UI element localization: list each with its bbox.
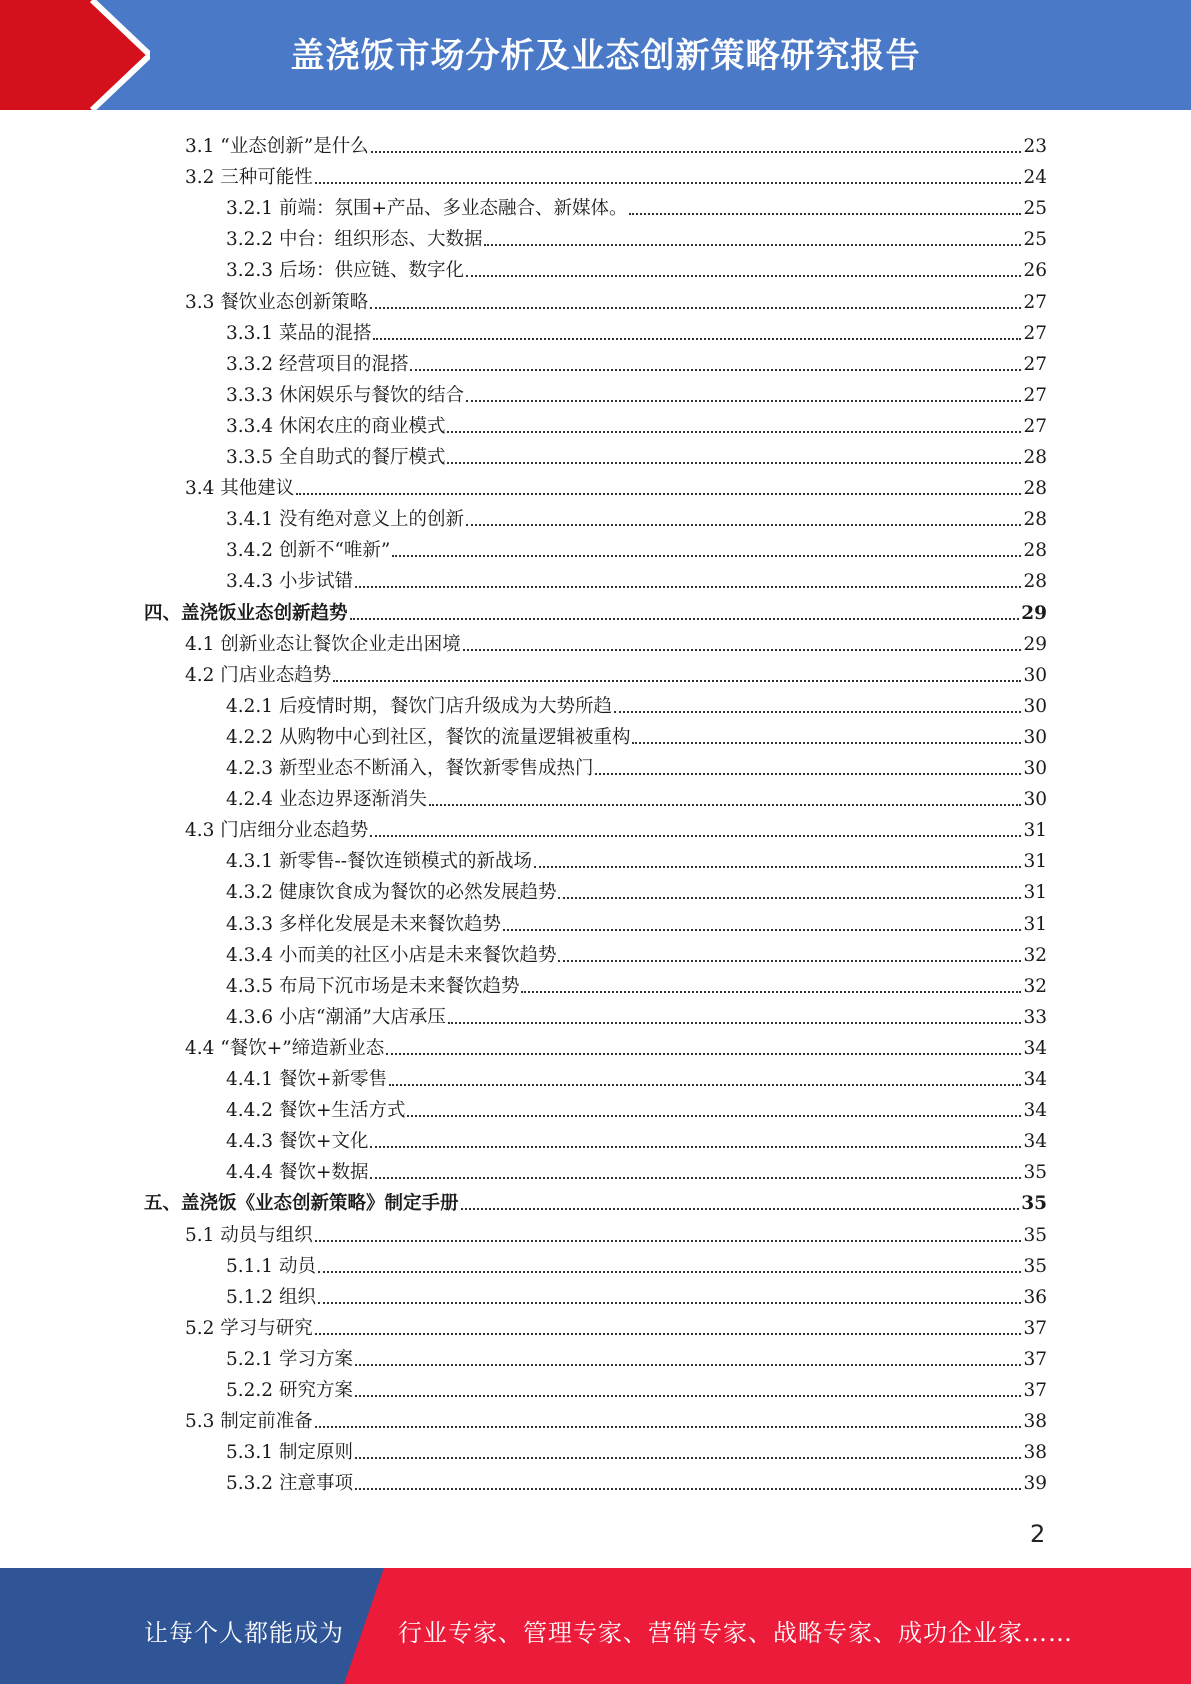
toc-entry-title: 4.2.4 业态边界逐渐消失 bbox=[226, 789, 427, 811]
toc-entry-title: 3.3.5 全自助式的餐厅模式 bbox=[226, 447, 446, 468]
toc-entry-page: 35 bbox=[1023, 1255, 1047, 1277]
page-number: 2 bbox=[1030, 1520, 1046, 1548]
toc-dot-leader bbox=[466, 400, 1021, 402]
toc-entry-page: 27 bbox=[1023, 291, 1047, 313]
toc-entry-title: 3.3 餐饮业态创新策略 bbox=[185, 291, 369, 313]
toc-dot-leader bbox=[373, 338, 1021, 340]
toc-dot-leader bbox=[355, 586, 1022, 588]
toc-dot-leader bbox=[503, 929, 1021, 931]
toc-entry[interactable] bbox=[185, 128, 1047, 159]
report-title: 盖浇饭市场分析及业态创新策略研究报告 bbox=[290, 36, 921, 76]
toc-entry[interactable] bbox=[185, 1310, 1047, 1341]
toc-entry-title: 5.1 动员与组织 bbox=[185, 1224, 313, 1246]
toc-entry[interactable] bbox=[226, 1092, 1047, 1123]
toc-entry-title: 4.3.3 多样化发展是未来餐饮趋势 bbox=[226, 913, 501, 935]
toc-dot-leader bbox=[315, 1240, 1022, 1242]
toc-entry-page: 28 bbox=[1023, 509, 1047, 531]
toc-entry-title: 5.2.2 研究方案 bbox=[226, 1380, 353, 1401]
toc-entry-title: 4.3.2 健康饮食成为餐饮的必然发展趋势 bbox=[226, 882, 557, 904]
toc-entry-page: 27 bbox=[1023, 353, 1047, 375]
toc-entry[interactable] bbox=[185, 284, 1047, 315]
toc-entry-page: 35 bbox=[1023, 1224, 1047, 1246]
toc-entry[interactable] bbox=[226, 1061, 1047, 1092]
toc-entry-page: 39 bbox=[1023, 1473, 1047, 1495]
toc-dot-leader bbox=[463, 649, 1022, 651]
toc-dot-leader bbox=[448, 1022, 1022, 1024]
toc-entry-page: 37 bbox=[1023, 1380, 1047, 1401]
toc-entry-page: 29 bbox=[1023, 633, 1047, 655]
toc-entry-page: 24 bbox=[1023, 167, 1047, 189]
toc-entry[interactable] bbox=[226, 1279, 1047, 1310]
toc-entry-title: 4.4.1 餐饮+新零售 bbox=[226, 1069, 387, 1090]
toc-entry-page: 34 bbox=[1023, 1100, 1047, 1122]
toc-entry[interactable] bbox=[226, 1248, 1047, 1279]
toc-entry[interactable] bbox=[226, 190, 1047, 221]
toc-dot-leader bbox=[410, 369, 1021, 371]
toc-dot-leader bbox=[370, 1146, 1021, 1148]
toc-entry-title: 4.3.1 新零售--餐饮连锁模式的新战场 bbox=[226, 851, 532, 873]
toc-entry[interactable] bbox=[226, 937, 1047, 968]
toc-entry-page: 31 bbox=[1023, 882, 1047, 904]
toc-entry-page: 23 bbox=[1023, 136, 1047, 157]
toc-entry-page: 30 bbox=[1023, 695, 1047, 717]
toc-entry-title: 3.2.2 中台：组织形态、大数据 bbox=[226, 229, 483, 251]
toc-dot-leader bbox=[595, 773, 1021, 775]
toc-dot-leader bbox=[315, 1426, 1022, 1428]
toc-entry-title: 3.4.2 创新不“唯新” bbox=[226, 540, 391, 562]
toc-entry[interactable] bbox=[226, 1154, 1047, 1185]
toc-dot-leader bbox=[355, 1364, 1022, 1366]
toc-entry[interactable] bbox=[226, 315, 1047, 346]
toc-entry-title: 5.2 学习与研究 bbox=[185, 1317, 313, 1339]
toc-entry[interactable] bbox=[226, 843, 1047, 874]
toc-dot-leader bbox=[355, 1395, 1022, 1397]
toc-entry-page: 34 bbox=[1023, 1037, 1047, 1059]
toc-entry-title: 3.2.3 后场：供应链、数字化 bbox=[226, 260, 464, 282]
toc-entry[interactable] bbox=[226, 532, 1047, 563]
toc-entry-page: 30 bbox=[1023, 726, 1047, 748]
toc-entry-title: 3.4.1 没有绝对意义上的创新 bbox=[226, 509, 464, 531]
toc-entry[interactable] bbox=[226, 252, 1047, 283]
toc-dot-leader bbox=[447, 431, 1021, 433]
toc-entry-title: 4.4.3 餐饮+文化 bbox=[226, 1131, 369, 1153]
toc-entry[interactable] bbox=[185, 1030, 1047, 1061]
toc-entry[interactable] bbox=[226, 439, 1047, 470]
toc-entry[interactable] bbox=[226, 408, 1047, 439]
toc-entry-page: 38 bbox=[1023, 1442, 1047, 1464]
toc-entry-title: 4.3.6 小店“潮涌”大店承压 bbox=[226, 1006, 446, 1028]
toc-dot-leader bbox=[484, 244, 1021, 246]
toc-entry-page: 28 bbox=[1023, 540, 1047, 562]
toc-entry-title: 3.3.2 经营项目的混搭 bbox=[226, 353, 409, 375]
toc-dot-leader bbox=[386, 1053, 1021, 1055]
toc-entry-title: 3.4 其他建议 bbox=[185, 478, 295, 500]
toc-entry-page: 36 bbox=[1023, 1286, 1047, 1308]
toc-entry[interactable] bbox=[226, 501, 1047, 532]
footer-slogan-left: 让每个人都能成为 bbox=[144, 1619, 344, 1647]
toc-entry-title: 4.4.2 餐饮+生活方式 bbox=[226, 1100, 406, 1122]
toc-dot-leader bbox=[315, 182, 1022, 184]
toc-entry-title: 4.3.5 布局下沉市场是未来餐饮趋势 bbox=[226, 975, 520, 997]
toc-dot-leader bbox=[355, 1488, 1022, 1490]
footer-slogan-right: 行业专家、管理专家、营销专家、战略专家、成功企业家…… bbox=[398, 1619, 1073, 1647]
toc-entry-title: 5.3 制定前准备 bbox=[185, 1411, 313, 1433]
toc-entry[interactable] bbox=[226, 719, 1047, 750]
toc-entry-title: 3.4.3 小步试错 bbox=[226, 571, 353, 593]
toc-entry-page: 34 bbox=[1023, 1131, 1047, 1153]
toc-dot-leader bbox=[614, 711, 1021, 713]
toc-entry[interactable] bbox=[226, 781, 1047, 812]
toc-dot-leader bbox=[389, 1084, 1021, 1086]
toc-entry-title: 4.2.3 新型业态不断涌入，餐饮新零售成热门 bbox=[226, 758, 594, 779]
toc-entry-page: 27 bbox=[1023, 384, 1047, 406]
toc-entry-title: 5.3.2 注意事项 bbox=[226, 1473, 353, 1495]
toc-dot-leader bbox=[632, 742, 1021, 744]
toc-entry-page: 33 bbox=[1023, 1006, 1047, 1028]
toc-entry-title: 3.3.4 休闲农庄的商业模式 bbox=[226, 415, 446, 437]
toc-entry-title: 4.4 “餐饮+”缔造新业态 bbox=[185, 1037, 385, 1059]
toc-entry-title: 3.3.1 菜品的混搭 bbox=[226, 322, 372, 344]
toc-entry-page: 30 bbox=[1023, 664, 1047, 686]
toc-entry[interactable] bbox=[226, 346, 1047, 377]
toc-dot-leader bbox=[429, 804, 1021, 806]
toc-dot-leader bbox=[407, 1115, 1021, 1117]
toc-entry-page: 27 bbox=[1023, 415, 1047, 437]
toc-entry-page: 26 bbox=[1023, 260, 1047, 282]
toc-dot-leader bbox=[333, 680, 1021, 682]
toc-entry-title: 4.4.4 餐饮+数据 bbox=[226, 1162, 369, 1184]
toc-dot-leader bbox=[629, 213, 1021, 215]
toc-entry[interactable] bbox=[226, 968, 1047, 999]
toc-entry-title: 3.1 “业态创新”是什么 bbox=[185, 136, 369, 157]
toc-entry[interactable] bbox=[185, 1217, 1047, 1248]
toc-entry-page: 37 bbox=[1023, 1317, 1047, 1339]
toc-entry[interactable] bbox=[226, 1434, 1047, 1465]
toc-entry[interactable] bbox=[226, 906, 1047, 937]
toc-dot-leader bbox=[521, 991, 1021, 993]
toc-dot-leader bbox=[370, 1177, 1021, 1179]
toc-entry-page: 30 bbox=[1023, 789, 1047, 811]
toc-entry[interactable] bbox=[226, 750, 1047, 781]
toc-entry-page: 31 bbox=[1023, 851, 1047, 873]
toc-entry[interactable] bbox=[185, 159, 1047, 190]
toc-dot-leader bbox=[350, 618, 1020, 620]
toc-entry[interactable] bbox=[144, 595, 1047, 626]
toc-dot-leader bbox=[534, 866, 1021, 868]
toc-entry-title: 4.3.4 小而美的社区小店是未来餐饮趋势 bbox=[226, 944, 557, 966]
toc-entry[interactable] bbox=[226, 1341, 1047, 1372]
toc-entry-title: 四、盖浇饭业态创新趋势 bbox=[144, 602, 348, 624]
toc-entry-page: 27 bbox=[1023, 322, 1047, 344]
toc-entry-page: 31 bbox=[1023, 913, 1047, 935]
toc-dot-leader bbox=[558, 897, 1021, 899]
toc-entry-title: 3.2.1 前端：氛围+产品、多业态融合、新媒体。 bbox=[226, 198, 628, 220]
toc-entry-title: 5.3.1 制定原则 bbox=[226, 1442, 353, 1464]
toc-dot-leader bbox=[296, 493, 1021, 495]
toc-entry-title: 4.1 创新业态让餐饮企业走出困境 bbox=[185, 633, 461, 655]
report-header bbox=[0, 0, 1191, 110]
toc-dot-leader bbox=[461, 1208, 1020, 1210]
toc-entry[interactable] bbox=[226, 1123, 1047, 1154]
toc-entry-title: 3.3.3 休闲娱乐与餐饮的结合 bbox=[226, 384, 464, 406]
toc-entry-title: 4.2.2 从购物中心到社区，餐饮的流量逻辑被重构 bbox=[226, 726, 631, 748]
toc-entry-title: 4.2.1 后疫情时期，餐饮门店升级成为大势所趋 bbox=[226, 695, 612, 717]
toc-entry-page: 35 bbox=[1023, 1162, 1047, 1184]
toc-dot-leader bbox=[371, 151, 1022, 153]
toc-entry-title: 5.2.1 学习方案 bbox=[226, 1348, 353, 1370]
toc-dot-leader bbox=[355, 1457, 1022, 1459]
toc-entry-page: 37 bbox=[1023, 1348, 1047, 1370]
toc-entry[interactable] bbox=[226, 377, 1047, 408]
toc-entry-page: 32 bbox=[1023, 944, 1047, 966]
toc-dot-leader bbox=[370, 835, 1021, 837]
toc-dot-leader bbox=[558, 960, 1021, 962]
toc-entry[interactable] bbox=[226, 1372, 1047, 1403]
toc-entry-title: 5.1.1 动员 bbox=[226, 1255, 316, 1277]
toc-entry[interactable] bbox=[185, 470, 1047, 501]
toc-entry-page: 30 bbox=[1023, 758, 1047, 779]
toc-entry-page: 34 bbox=[1023, 1069, 1047, 1090]
toc-entry[interactable] bbox=[185, 1403, 1047, 1434]
toc-entry-page: 28 bbox=[1023, 571, 1047, 593]
toc-entry[interactable] bbox=[185, 657, 1047, 688]
toc-entry-page: 25 bbox=[1023, 198, 1047, 220]
toc-dot-leader bbox=[315, 1333, 1022, 1335]
toc-entry-title: 3.2 三种可能性 bbox=[185, 167, 313, 189]
toc-entry[interactable] bbox=[226, 1465, 1047, 1496]
toc-entry-title: 4.2 门店业态趋势 bbox=[185, 664, 332, 686]
toc-entry-page: 28 bbox=[1023, 478, 1047, 500]
toc-entry[interactable] bbox=[226, 874, 1047, 905]
toc-entry[interactable] bbox=[226, 221, 1047, 252]
toc-entry[interactable] bbox=[144, 1185, 1047, 1216]
toc-dot-leader bbox=[447, 462, 1021, 464]
toc-dot-leader bbox=[318, 1302, 1022, 1304]
toc-entry[interactable] bbox=[226, 563, 1047, 594]
toc-entry[interactable] bbox=[185, 626, 1047, 657]
toc-entry[interactable] bbox=[226, 688, 1047, 719]
toc-entry-page: 25 bbox=[1023, 229, 1047, 251]
toc-entry-title: 5.1.2 组织 bbox=[226, 1286, 316, 1308]
toc-dot-leader bbox=[466, 524, 1021, 526]
toc-entry[interactable] bbox=[185, 812, 1047, 843]
toc-entry-page: 29 bbox=[1021, 602, 1047, 624]
toc-entry[interactable] bbox=[226, 999, 1047, 1030]
toc-entry-title: 4.3 门店细分业态趋势 bbox=[185, 820, 369, 842]
toc-entry-page: 28 bbox=[1023, 447, 1047, 468]
toc-entry-page: 38 bbox=[1023, 1411, 1047, 1433]
toc-entry-page: 35 bbox=[1021, 1193, 1047, 1215]
toc-entry-page: 31 bbox=[1023, 820, 1047, 842]
toc-dot-leader bbox=[370, 307, 1021, 309]
footer-banner bbox=[0, 1568, 1191, 1684]
toc-dot-leader bbox=[392, 555, 1021, 557]
toc-dot-leader bbox=[318, 1271, 1022, 1273]
toc-entry-page: 32 bbox=[1023, 975, 1047, 997]
toc-dot-leader bbox=[466, 275, 1021, 277]
toc-entry-title: 五、盖浇饭《业态创新策略》制定手册 bbox=[144, 1193, 459, 1215]
